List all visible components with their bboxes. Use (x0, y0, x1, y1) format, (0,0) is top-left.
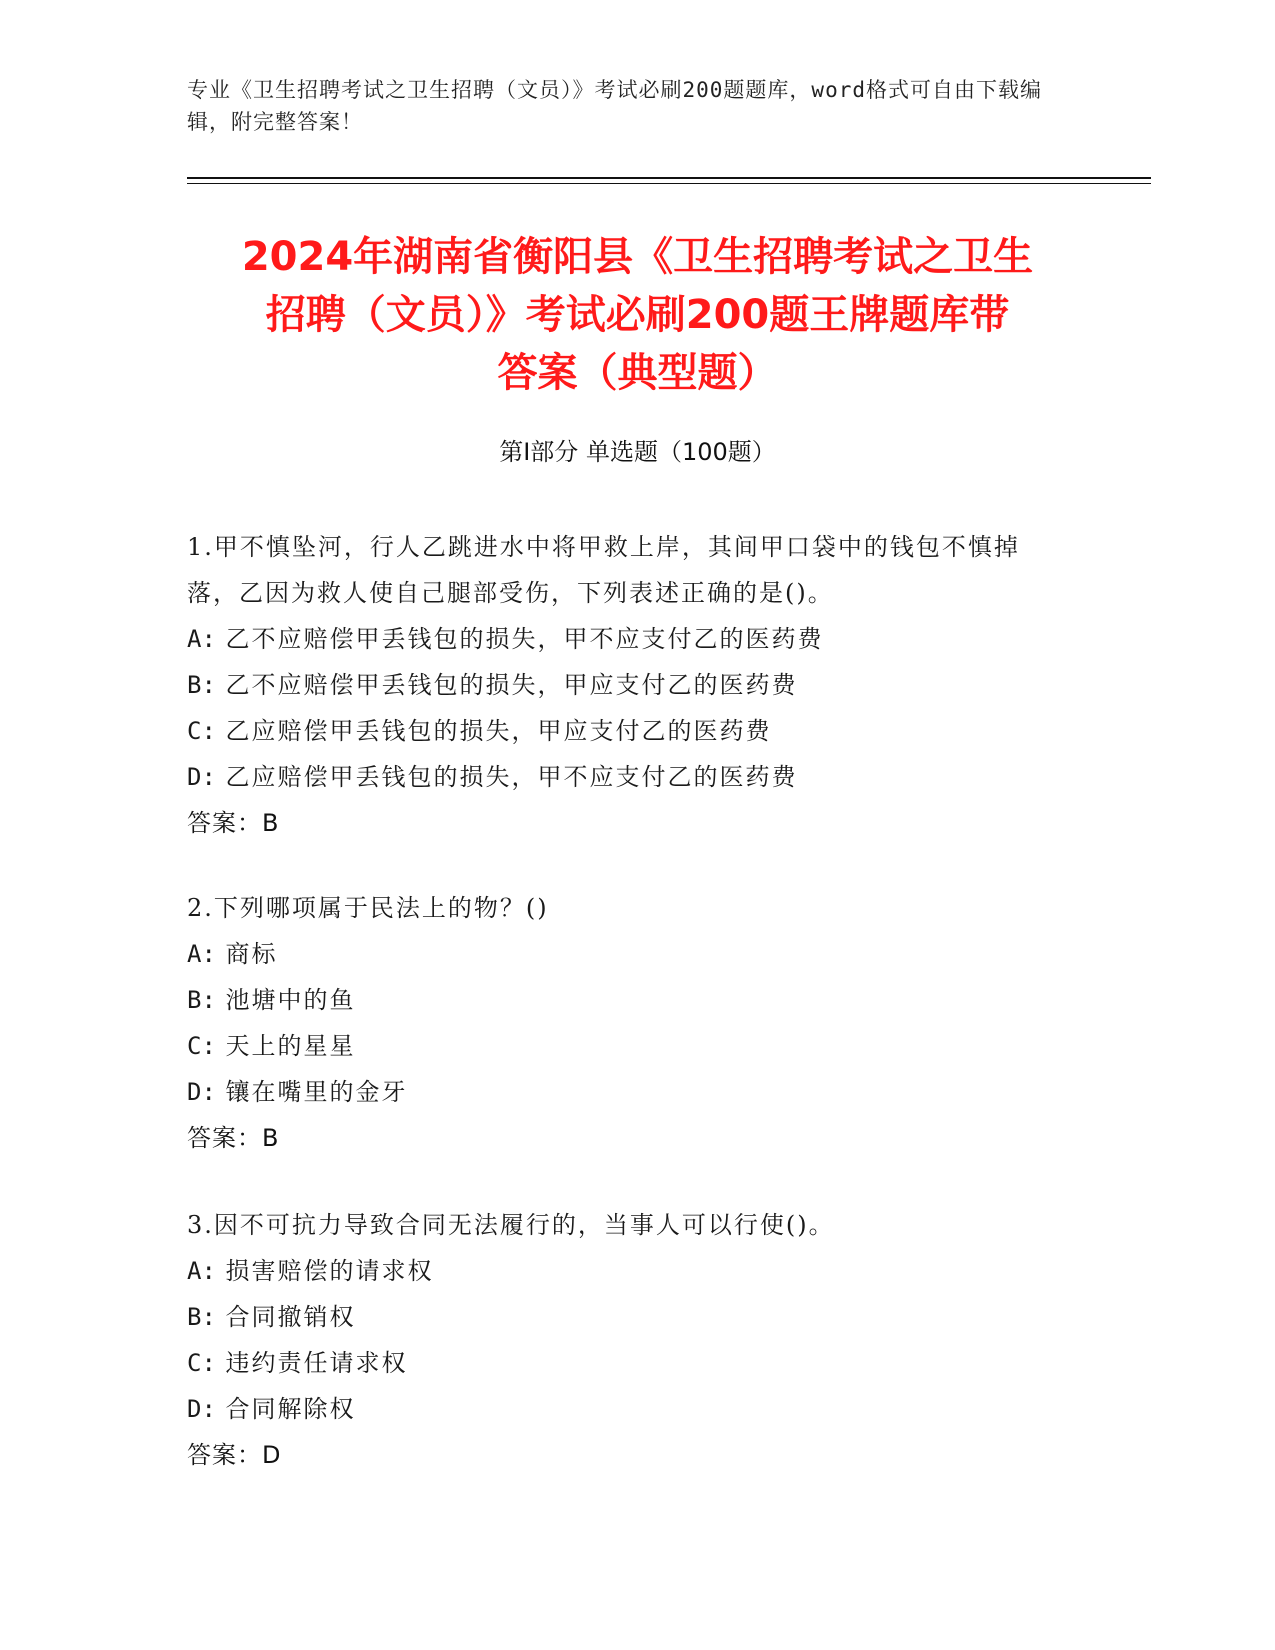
answer-line: 答案：B (187, 809, 280, 837)
option-a (187, 616, 1067, 662)
document-title (160, 228, 1115, 402)
option-text: 乙不应赔偿甲丢钱包的损失，甲应支付乙的医药费 (225, 671, 798, 699)
option-letter: C: (187, 717, 216, 745)
option-text: 池塘中的鱼 (225, 986, 356, 1014)
option-text: 合同撤销权 (225, 1303, 356, 1331)
option-letter: A: (187, 940, 216, 968)
option-letter: B: (187, 986, 216, 1014)
option-c (187, 1340, 1067, 1386)
option-c (187, 708, 1067, 754)
option-text: 乙应赔偿甲丢钱包的损失，甲不应支付乙的医药费 (225, 763, 798, 791)
section-title: 第Ⅰ部分 单选题（100题） (499, 438, 776, 466)
option-letter: A: (187, 625, 216, 653)
question-stem: 2.下列哪项属于民法上的物？() (187, 894, 549, 922)
question-1 (187, 524, 1067, 846)
option-letter: D: (187, 1078, 216, 1106)
option-d (187, 754, 1067, 800)
option-letter: B: (187, 1303, 216, 1331)
title-line: 答案（典型题） (497, 350, 778, 396)
option-letter: D: (187, 1395, 216, 1423)
title-line: 招聘（文员）》考试必刷200题王牌题库带 (265, 292, 1010, 338)
option-text: 乙不应赔偿甲丢钱包的损失，甲不应支付乙的医药费 (225, 625, 824, 653)
option-letter: B: (187, 671, 216, 699)
option-text: 违约责任请求权 (225, 1349, 408, 1377)
header-rule-thin (187, 183, 1151, 184)
answer-line: 答案：B (187, 1124, 280, 1152)
option-b (187, 662, 1067, 708)
answer-line: 答案：D (187, 1441, 282, 1469)
option-letter: C: (187, 1349, 216, 1377)
option-text: 镶在嘴里的金牙 (225, 1078, 408, 1106)
option-letter: D: (187, 763, 216, 791)
option-c (187, 1023, 1067, 1069)
header-rule-thick (187, 177, 1151, 179)
option-text: 商标 (225, 940, 278, 968)
option-b (187, 977, 1067, 1023)
option-letter: A: (187, 1257, 216, 1285)
question-stem: 1.甲不慎坠河，行人乙跳进水中将甲救上岸，其间甲口袋中的钱包不慎掉落，乙因为救人使自己腿部受伤，下列表述正确的是()。 (187, 533, 1020, 607)
option-a (187, 1248, 1067, 1294)
option-b (187, 1294, 1067, 1340)
option-d (187, 1386, 1067, 1432)
option-text: 合同解除权 (225, 1395, 356, 1423)
question-2 (187, 885, 1067, 1161)
title-line: 2024年湖南省衡阳县《卫生招聘考试之卫生 (241, 234, 1034, 280)
option-d (187, 1069, 1067, 1115)
header-note: 专业《卫生招聘考试之卫生招聘（文员）》考试必刷200题题库，word格式可自由下载编辑，附完整答案！ (187, 78, 1042, 134)
option-text: 乙应赔偿甲丢钱包的损失，甲应支付乙的医药费 (225, 717, 772, 745)
option-a (187, 931, 1067, 977)
option-text: 天上的星星 (225, 1032, 356, 1060)
question-3 (187, 1202, 1067, 1478)
option-letter: C: (187, 1032, 216, 1060)
question-stem: 3.因不可抗力导致合同无法履行的，当事人可以行使()。 (187, 1211, 835, 1239)
option-text: 损害赔偿的请求权 (225, 1257, 434, 1285)
